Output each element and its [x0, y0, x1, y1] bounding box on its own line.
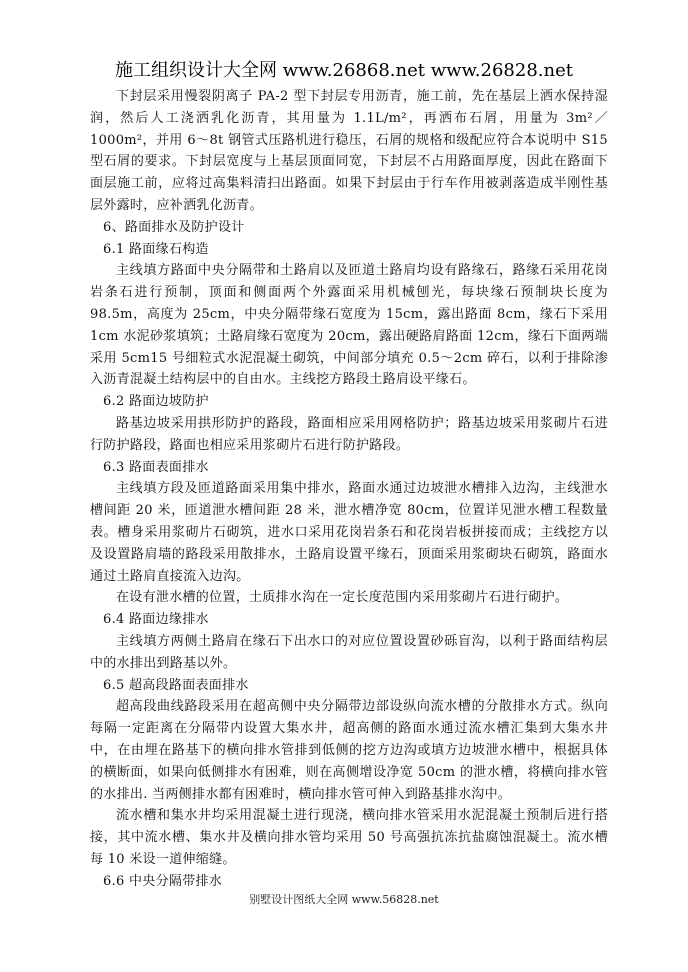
section-heading: 6、路面排水及防护设计 [103, 219, 245, 235]
section-heading: 6.2 路面边坡防护 [103, 394, 209, 410]
paragraph: 超高段曲线路段采用在超高侧中央分隔带边部设纵向流水槽的分散排水方式。纵向每隔一定距离在分隔带内设置大集水井，超高侧的路面水通过流水槽汇集到大集水井中，在由埋在路基下的横向排水管排到低侧的挖方边沟或填方边坡泄水槽中，根据具体的横断面，如果向低侧排水有困难，则在高侧增设净宽 50cm 的泄水槽，将横向排水管的水排出. 当两侧排水都有困难时，横向排水管可伸入到路基排水沟中。 [90, 699, 608, 802]
section-heading: 6.5 超高段路面表面排水 [103, 677, 249, 693]
paragraph: 主线填方段及匝道路面采用集中排水，路面水通过边坡泄水槽排入边沟，主线泄水槽间距 20 米，匝道泄水槽间距 28 米，泄水槽净宽 80cm，位置详见泄水槽工程数量表。槽身采用浆砌片石砌筑，进水口采用花岗岩条石和花岗岩板拼接而成；主线挖方以及设置路肩墙的路段采用散排水，土路肩设置平缘石，顶面采用浆砌块石砌筑，路面水通过土路肩直接流入边沟。 [90, 481, 608, 584]
paragraph: 主线填方路面中央分隔带和土路肩以及匝道土路肩均设有路缘石，路缘石采用花岗岩条石进行预制，顶面和侧面两个外露面采用机械刨光，每块缘石预制块长度为 98.5m，高度为 25cm，中央分隔带缘石宽度为 15cm，露出路面 8cm，缘石下采用 1cm 水泥砂浆填筑；土路肩缘石宽度为 20cm，露出硬路肩路面 12cm，缘石下面两端采用 5cm15 号细粒式水泥混凝土砌筑，中间部分填充 0.5～2cm 碎石，以利于排除渗入沥青混凝土结构层中的自由水。主线挖方路段土路肩设平缘石。 [90, 263, 608, 388]
paragraph: 下封层采用慢裂阴离子 PA-2 型下封层专用沥青，施工前，先在基层上洒水保持湿润，然后人工浇洒乳化沥青，其用量为 1.1L/m²，再洒布石屑，用量为 3m²／1000m²，并用 6～8t 钢管式压路机进行稳压，石屑的规格和级配应符合本说明中 S15 型石屑的要求。下封层宽度与上基层顶面同宽，下封层不占用路面厚度，因此在路面下面层施工前，应将过高集料清扫出路面。如果下封层由于行车作用被剥落造成半刚性基层外露时，应补洒乳化沥青。 [90, 89, 608, 213]
section-heading: 6.1 路面缘石构造 [103, 241, 209, 257]
site-header: 施工组织设计大全网 www.26868.net www.26828.net [115, 60, 573, 81]
paragraph: 路基边坡采用拱形防护的路段，路面相应采用网格防护；路基边坡采用浆砌片石进行防护路段，路面也相应采用浆砌片石进行防护路段。 [90, 415, 608, 453]
document-body [90, 86, 608, 892]
paragraph: 在设有泄水槽的位置，土质排水沟在一定长度范围内采用浆砌片石进行砌护。 [116, 590, 569, 606]
section-heading: 6.4 路面边缘排水 [103, 612, 209, 628]
section-heading: 6.3 路面表面排水 [103, 459, 209, 475]
paragraph: 主线填方两侧土路肩在缘石下出水口的对应位置设置砂砾盲沟，以利于路面结构层中的水排出到路基以外。 [90, 633, 608, 671]
site-footer: 别墅设计图纸大全网 www.56828.net [249, 893, 439, 906]
paragraph: 流水槽和集水井均采用混凝土进行现浇，横向排水管采用水泥混凝土预制后进行搭接，其中流水槽、集水井及横向排水管均采用 50 号高强抗冻抗盐腐蚀混凝土。流水槽每 10 米设一道伸缩缝。 [90, 808, 608, 867]
section-heading: 6.6 中央分隔带排水 [103, 873, 223, 889]
